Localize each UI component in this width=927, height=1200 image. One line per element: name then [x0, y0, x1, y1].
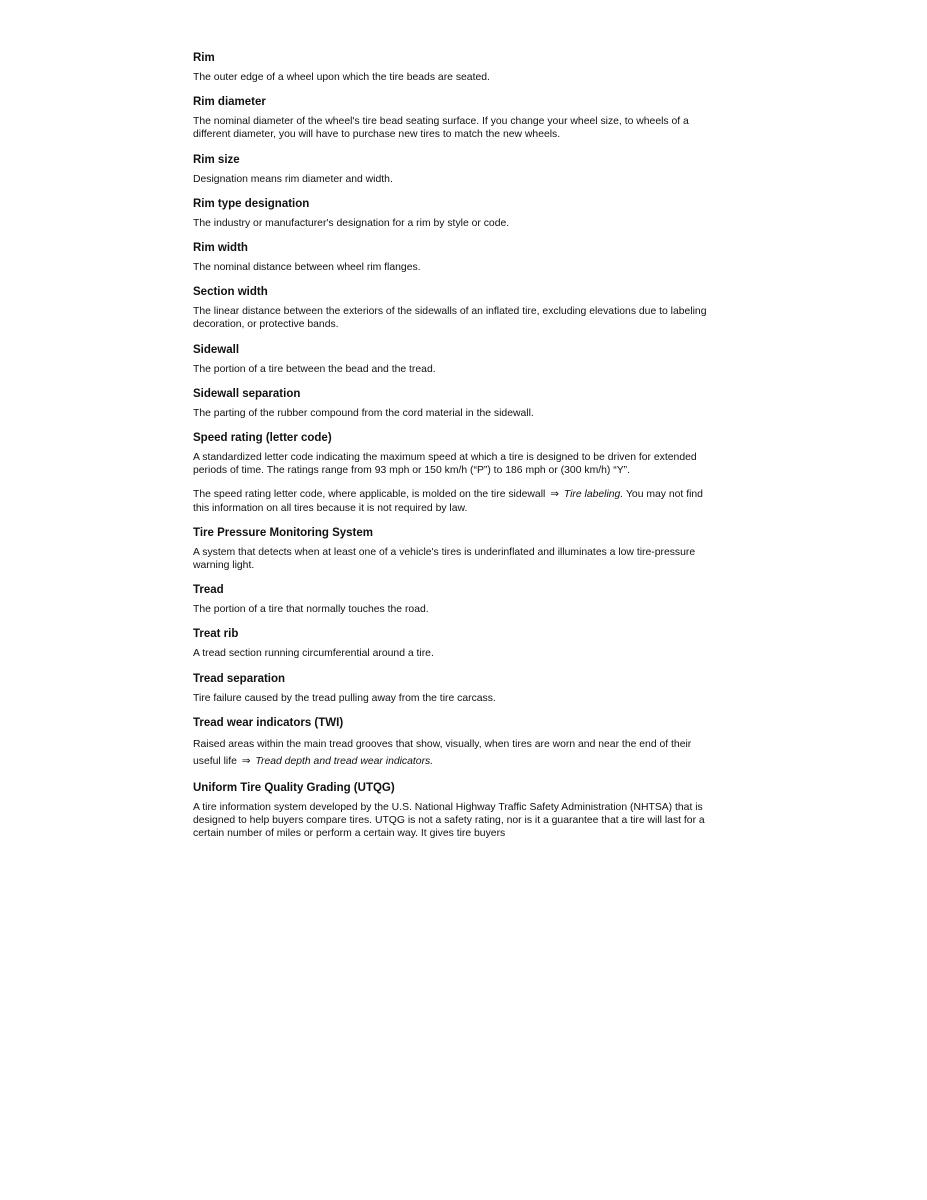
term-definition: The portion of a tire between the bead and the tread. — [193, 363, 436, 375]
glossary-page — [193, 51, 709, 851]
term-heading: Treat rib — [193, 628, 239, 641]
entry-speed-rating — [193, 431, 709, 515]
term-heading: Speed rating (letter code) — [193, 432, 332, 445]
term-heading: Sidewall — [193, 343, 240, 356]
term-heading: Rim width — [193, 242, 248, 255]
arrow-right-icon: ⇒ — [241, 755, 251, 767]
term-heading: Rim type designation — [193, 197, 310, 210]
term-definition: A system that detects when at least one of a vehicle's tires is underinflated and illuminates a low tire-pressure warning light. — [193, 546, 696, 572]
term-heading: Rim — [193, 52, 215, 64]
term-heading: Tread wear indicators (TWI) — [193, 716, 344, 729]
term-definition — [193, 736, 709, 770]
term-heading: Rim size — [193, 153, 240, 166]
term-definition: A standardized letter code indicating the maximum speed at which a tire is designed to be driven for extended periods of time. The ratings range from 93 mph or 150 km/h (“P”) to 186 mph or (300 km/h) “Y”. — [193, 452, 697, 477]
arrow-right-icon: ⇒ — [550, 489, 559, 501]
term-definition: The parting of the rubber compound from the cord material in the sidewall. — [193, 407, 534, 419]
term-definition: The nominal distance between wheel rim flanges. — [193, 262, 421, 274]
term-heading: Tire Pressure Monitoring System — [193, 526, 374, 539]
cross-reference-link[interactable]: Tread depth and tread wear indicators. — [255, 755, 434, 767]
definition-text: Raised areas within the main tread grooves that show, visually, when tires are worn and near the end of their useful life — [193, 738, 692, 767]
entry-treat-rib — [193, 627, 709, 660]
term-definition-extra — [193, 488, 709, 514]
definition-text: You may not find this information on all tires because it is not required by law. — [193, 489, 703, 514]
term-heading: Rim diameter — [193, 96, 266, 109]
term-heading: Section width — [193, 286, 268, 299]
entry-rim-type-designation — [193, 197, 709, 230]
cross-reference-link[interactable]: Tire labeling. — [563, 489, 624, 501]
entry-section-width — [193, 285, 709, 331]
term-definition: The nominal diameter of the wheel's tire bead seating surface. If you change your wheel size, to wheels of a different diameter, you will have to purchase new tires to match the new wheels. — [193, 116, 689, 141]
entry-tread — [193, 583, 709, 616]
term-definition: The portion of a tire that normally touches the road. — [193, 604, 429, 616]
term-heading: Tread separation — [193, 672, 286, 685]
term-definition: A tread section running circumferential around a tire. — [193, 648, 434, 660]
term-definition: The linear distance between the exteriors of the sidewalls of an inflated tire, excluding elevations due to labeling decoration, or protective bands. — [193, 306, 707, 331]
entry-rim-diameter — [193, 95, 709, 141]
term-heading: Tread — [193, 584, 224, 597]
term-definition: Tire failure caused by the tread pulling away from the tire carcass. — [193, 692, 496, 704]
entry-utqg — [193, 781, 709, 841]
term-definition: A tire information system developed by the U.S. National Highway Traffic Safety Administration (NHTSA) that is designed to help buyers compare tires. UTQG is not a safety rating, nor is it a guarantee that a tire will last for a certain number of miles or perform a certain way. It gives tire buyers — [193, 801, 705, 840]
term-heading: Sidewall separation — [193, 387, 301, 400]
entry-sidewall — [193, 343, 709, 376]
definition-text: The speed rating letter code, where applicable, is molded on the tire sidewall — [193, 489, 546, 501]
term-definition: The outer edge of a wheel upon which the tire beads are seated. — [193, 72, 490, 83]
entry-tread-wear-indicators — [193, 716, 709, 770]
term-definition: The industry or manufacturer's designation for a rim by style or code. — [193, 217, 510, 229]
term-definition: Designation means rim diameter and width. — [193, 173, 393, 185]
term-heading: Uniform Tire Quality Grading (UTQG) — [193, 781, 395, 794]
entry-rim — [193, 51, 709, 84]
entry-sidewall-separation — [193, 387, 709, 420]
entry-rim-width — [193, 241, 709, 274]
entry-tread-separation — [193, 672, 709, 705]
entry-tpms — [193, 526, 709, 572]
entry-rim-size — [193, 153, 709, 186]
